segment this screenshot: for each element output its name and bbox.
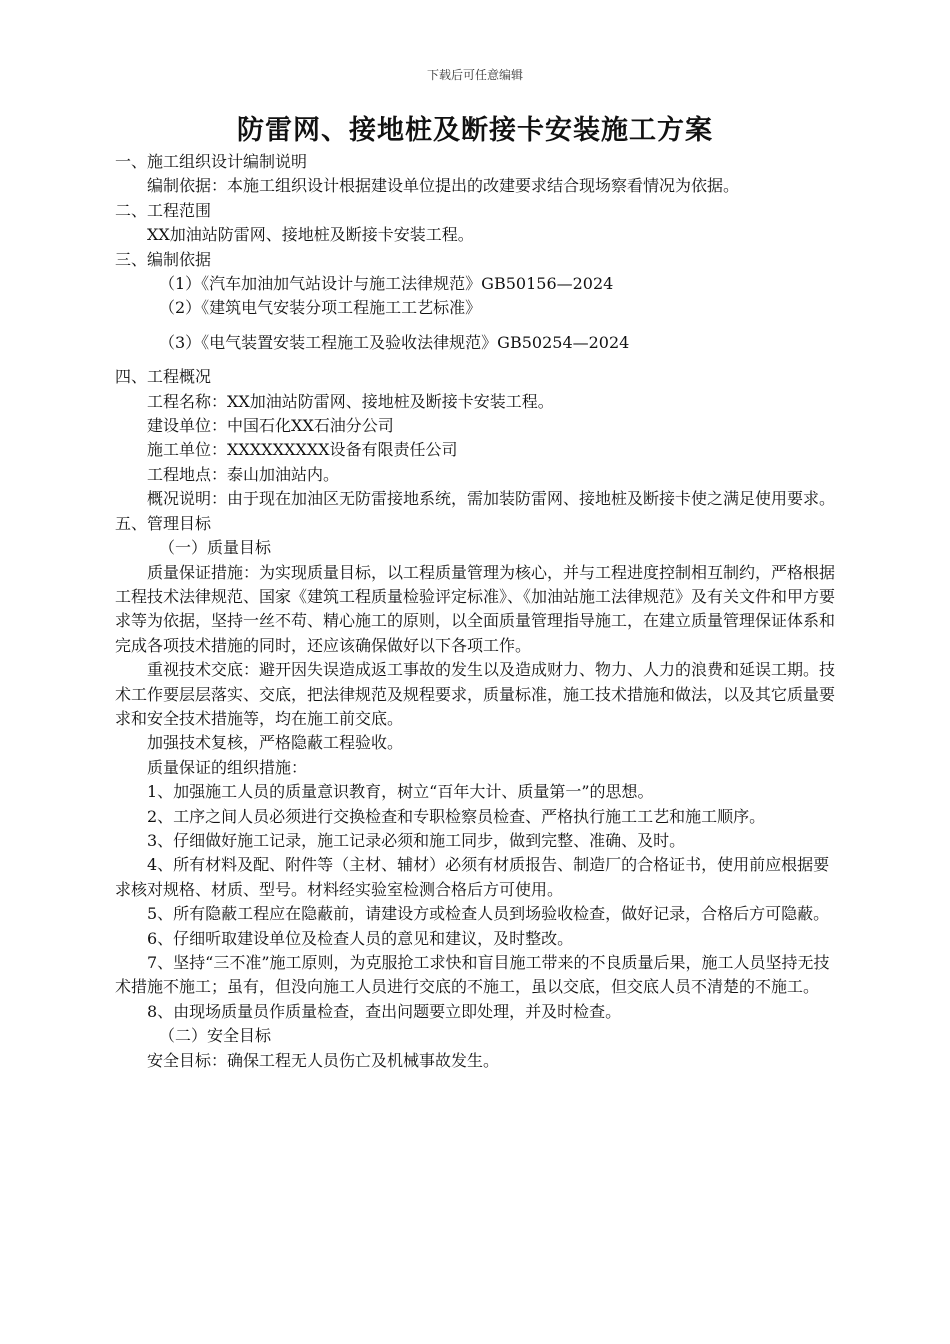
section-heading-2: 二、工程范围 [115, 200, 212, 220]
paragraph: 概况说明：由于现在加油区无防雷接地系统，需加装防雷网、接地桩及断接卡使之满足使用要求。 [147, 489, 836, 509]
list-item: 2、工序之间人员必须进行交换检查和专职检察员检查、严格执行施工工艺和施工顺序。 [147, 806, 766, 826]
list-item: 3、仔细做好施工记录，施工记录必须和施工同步，做到完整、准确、及时。 [147, 830, 686, 850]
paragraph: 重视技术交底：避开因失误造成返工事故的发生以及造成财力、物力、人力的浪费和延误工期。技术工作要层层落实、交底，把法律规范及规程要求，质量标准，施工技术措施和做法，以及其它质量要求和安全技术措施等，均在施工前交底。 [115, 660, 836, 728]
paragraph: 安全目标：确保工程无人员伤亡及机械事故发生。 [147, 1050, 500, 1070]
section-heading-3: 三、编制依据 [115, 249, 212, 269]
list-item: 6、仔细听取建设单位及检查人员的意见和建议，及时整改。 [147, 928, 574, 948]
paragraph: 建设单位：中国石化XX石油分公司 [147, 416, 394, 436]
paragraph: 加强技术复核，严格隐蔽工程验收。 [147, 733, 404, 753]
paragraph: 工程名称：XX加油站防雷网、接地桩及断接卡安装工程。 [147, 391, 554, 411]
paragraph: 质量保证措施：为实现质量目标，以工程质量管理为核心，并与工程进度控制相互制约，严格根据工程技术法律规范、国家《建筑工程质量检验评定标准》、《加油站施工法律规范》及有关文件和甲方要求等为依据，坚持一丝不苟、精心施工的原则，以全面质量管理指导施工，在建立质量管理保证体系和完成各项技术措施的同时，还应该确保做好以下各项工作。 [115, 562, 836, 655]
reference-item: （1）《汽车加油加气站设计与施工法律规范》GB50156—2024 [159, 274, 614, 294]
section-heading-1: 一、施工组织设计编制说明 [115, 152, 308, 171]
paragraph: XX加油站防雷网、接地桩及断接卡安装工程。 [147, 225, 474, 245]
paragraph: 施工单位：XXXXXXXXX设备有限责任公司 [147, 440, 458, 460]
list-item: 5、所有隐蔽工程应在隐蔽前，请建设方或检查人员到场验收检查，做好记录，合格后方可隐蔽。 [147, 904, 830, 924]
document-body [115, 150, 843, 1073]
section-heading-5: 五、管理目标 [115, 513, 212, 533]
document-title: 防雷网、接地桩及断接卡安装施工方案 [237, 115, 713, 146]
reference-item: （2）《建筑电气安装分项工程施工工艺标准》 [159, 298, 482, 318]
section-heading-4: 四、工程概况 [115, 367, 212, 387]
subsection-heading: （一）质量目标 [159, 538, 272, 558]
list-item: 1、加强施工人员的质量意识教育，树立“百年大计、质量第一”的思想。 [147, 782, 654, 802]
paragraph: 工程地点：泰山加油站内。 [147, 464, 340, 484]
reference-item: （3）《电气装置安装工程施工及验收法律规范》GB50254—2024 [159, 332, 630, 352]
paragraph: 质量保证的组织措施： [147, 757, 308, 777]
list-item: 7、坚持“三不准”施工原则，为克服抢工求快和盲目施工带来的不良质量后果，施工人员坚持无技术措施不施工；虽有，但没向施工人员进行交底的不施工，虽以交底，但交底人员不清楚的不施工。 [115, 953, 830, 997]
header-note: 下载后可任意编辑 [426, 68, 523, 82]
subsection-heading: （二）安全目标 [159, 1026, 272, 1046]
paragraph: 编制依据：本施工组织设计根据建设单位提出的改建要求结合现场察看情况为依据。 [147, 176, 740, 196]
list-item: 4、所有材料及配、附件等（主材、辅材）必须有材质报告、制造厂的合格证书，使用前应根据要求核对规格、材质、型号。材料经实验室检测合格后方可使用。 [115, 855, 830, 899]
list-item: 8、由现场质量员作质量检查，查出问题要立即处理，并及时检查。 [147, 1001, 622, 1021]
